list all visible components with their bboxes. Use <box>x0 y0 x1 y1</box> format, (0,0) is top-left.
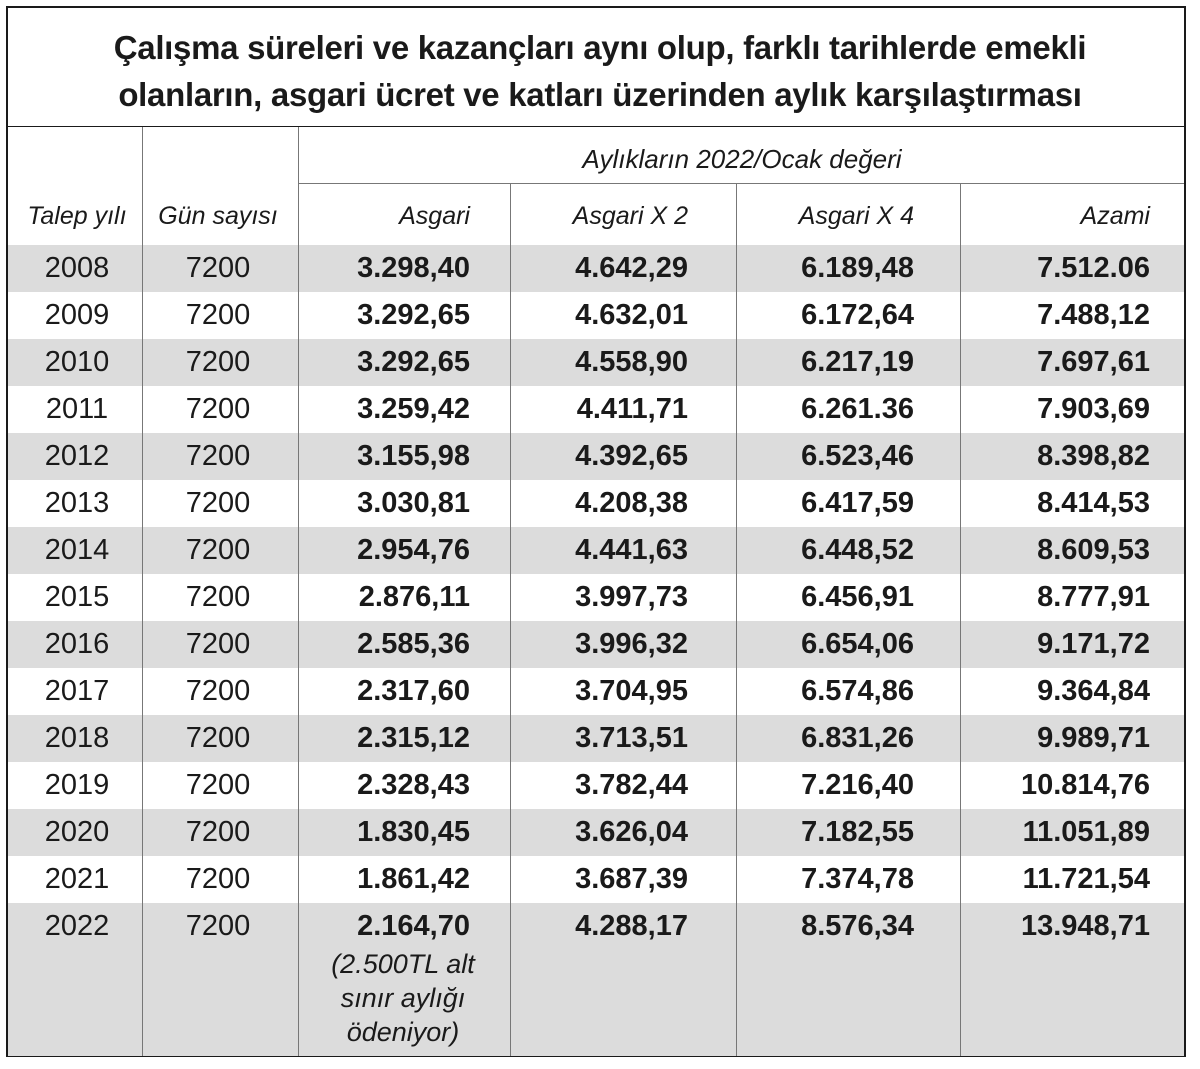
cell-asgari-x2: 3.626,04 <box>575 816 688 848</box>
cell-gun-sayisi: 7200 <box>185 675 251 707</box>
col-header-azami: Azami <box>1080 202 1150 230</box>
cell-gun-sayisi: 7200 <box>185 440 251 472</box>
page-title <box>0 24 1200 118</box>
cell-asgari-x4: 6.831,26 <box>801 722 914 754</box>
cell-azami: 8.777,91 <box>1037 581 1150 613</box>
column-divider <box>960 184 961 1056</box>
cell-asgari-x2: 4.632,01 <box>575 299 688 331</box>
table-row <box>8 245 1184 292</box>
cell-asgari-x4: 6.261.36 <box>801 393 914 425</box>
cell-gun-sayisi: 7200 <box>185 863 251 895</box>
cell-asgari-x2: 3.687,39 <box>575 863 688 895</box>
cell-azami: 11.051,89 <box>1022 816 1150 848</box>
col-header-asgari-x4: Asgari X 4 <box>798 202 914 230</box>
cell-azami: 7.512.06 <box>1037 252 1150 284</box>
cell-asgari: 2.317,60 <box>357 675 470 707</box>
cell-asgari-x2: 4.288,17 <box>575 910 688 942</box>
cell-asgari-x2: 3.704,95 <box>575 675 688 707</box>
cell-gun-sayisi: 7200 <box>185 816 251 848</box>
cell-asgari-x4: 8.576,34 <box>801 910 914 942</box>
cell-asgari-x4: 6.172,64 <box>801 299 914 331</box>
cell-gun-sayisi: 7200 <box>185 393 251 425</box>
col-header-asgari: Asgari <box>399 202 470 230</box>
cell-gun-sayisi: 7200 <box>185 910 251 942</box>
cell-asgari-x2: 3.996,32 <box>575 628 688 660</box>
cell-azami: 10.814,76 <box>1020 769 1150 801</box>
cell-asgari-x2: 4.642,29 <box>575 252 688 284</box>
title-line-2: olanların, asgari ücret ve katları üzerinden aylık karşılaştırması <box>118 76 1082 113</box>
table-row <box>8 762 1184 809</box>
table-row <box>8 809 1184 856</box>
column-divider <box>736 184 737 1056</box>
note-line: sınır aylığı <box>340 983 466 1013</box>
table-row <box>8 903 1184 1056</box>
cell-asgari-x2: 4.411,71 <box>576 393 688 425</box>
cell-talep-yili: 2019 <box>44 769 110 801</box>
table-row <box>8 292 1184 339</box>
group-header: Aylıkların 2022/Ocak değeri <box>582 144 902 174</box>
cell-asgari-x2: 4.208,38 <box>575 487 688 519</box>
cell-talep-yili: 2014 <box>44 534 110 566</box>
table-row <box>8 339 1184 386</box>
cell-talep-yili: 2012 <box>44 440 110 472</box>
cell-talep-yili: 2020 <box>44 816 110 848</box>
title-divider <box>8 126 1184 127</box>
cell-azami: 8.398,82 <box>1037 440 1150 472</box>
cell-talep-yili: 2017 <box>44 675 110 707</box>
table-row <box>8 715 1184 762</box>
cell-gun-sayisi: 7200 <box>185 769 251 801</box>
table-row <box>8 527 1184 574</box>
cell-talep-yili: 2011 <box>45 393 109 425</box>
cell-asgari-x2: 3.713,51 <box>575 722 688 754</box>
cell-asgari-x4: 6.523,46 <box>801 440 914 472</box>
table-row <box>8 621 1184 668</box>
title-line-1: Çalışma süreleri ve kazançları aynı olup, farklı tarihlerde emekli <box>113 29 1087 66</box>
column-divider <box>298 127 299 1056</box>
cell-talep-yili: 2010 <box>44 346 110 378</box>
cell-asgari-x4: 6.456,91 <box>801 581 914 613</box>
table-row <box>8 668 1184 715</box>
cell-azami: 8.609,53 <box>1037 534 1150 566</box>
cell-asgari: 2.585,36 <box>357 628 470 660</box>
cell-azami: 7.697,61 <box>1037 346 1150 378</box>
cell-gun-sayisi: 7200 <box>185 722 251 754</box>
cell-talep-yili: 2015 <box>44 581 110 613</box>
cell-asgari-x4: 6.217,19 <box>801 346 914 378</box>
col-header-talep-yili: Talep yılı <box>27 202 127 230</box>
asgari-2022-note <box>298 947 508 1049</box>
cell-azami: 11.721,54 <box>1022 863 1150 895</box>
cell-gun-sayisi: 7200 <box>185 628 251 660</box>
cell-asgari: 3.030,81 <box>357 487 470 519</box>
cell-talep-yili: 2021 <box>44 863 110 895</box>
cell-asgari: 2.164,70 <box>357 910 470 942</box>
cell-asgari: 3.292,65 <box>357 299 470 331</box>
cell-talep-yili: 2009 <box>44 299 110 331</box>
cell-azami: 9.989,71 <box>1037 722 1150 754</box>
cell-azami: 9.364,84 <box>1037 675 1150 707</box>
cell-gun-sayisi: 7200 <box>185 299 251 331</box>
cell-asgari: 2.954,76 <box>357 534 470 566</box>
cell-asgari: 1.830,45 <box>357 816 470 848</box>
col-header-asgari-x2: Asgari X 2 <box>572 202 688 230</box>
cell-asgari-x2: 4.441,63 <box>575 534 688 566</box>
cell-asgari: 2.315,12 <box>357 722 470 754</box>
cell-talep-yili: 2013 <box>44 487 110 519</box>
cell-asgari-x2: 4.558,90 <box>575 346 688 378</box>
cell-azami: 13.948,71 <box>1020 910 1150 942</box>
cell-asgari-x4: 6.417,59 <box>801 487 914 519</box>
cell-asgari-x4: 6.448,52 <box>801 534 914 566</box>
cell-asgari-x2: 3.782,44 <box>575 769 688 801</box>
column-divider <box>510 184 511 1056</box>
cell-gun-sayisi: 7200 <box>185 534 251 566</box>
cell-gun-sayisi: 7200 <box>185 346 251 378</box>
cell-asgari: 1.861,42 <box>357 863 470 895</box>
column-divider <box>142 127 143 1056</box>
cell-azami: 7.488,12 <box>1037 299 1150 331</box>
cell-gun-sayisi: 7200 <box>185 252 251 284</box>
cell-azami: 9.171,72 <box>1037 628 1150 660</box>
cell-talep-yili: 2022 <box>44 910 110 942</box>
group-header-divider <box>298 183 1184 184</box>
cell-talep-yili: 2016 <box>44 628 110 660</box>
cell-asgari-x4: 6.189,48 <box>801 252 914 284</box>
cell-azami: 7.903,69 <box>1037 393 1150 425</box>
cell-asgari-x2: 3.997,73 <box>575 581 688 613</box>
cell-asgari-x4: 6.574,86 <box>801 675 914 707</box>
cell-asgari: 2.876,11 <box>358 581 470 613</box>
cell-talep-yili: 2018 <box>44 722 110 754</box>
table-row <box>8 574 1184 621</box>
table-row <box>8 480 1184 527</box>
cell-asgari-x4: 7.182,55 <box>801 816 914 848</box>
cell-asgari: 3.298,40 <box>357 252 470 284</box>
table-row <box>8 856 1184 903</box>
cell-asgari-x4: 6.654,06 <box>801 628 914 660</box>
cell-gun-sayisi: 7200 <box>185 487 251 519</box>
table-row <box>8 386 1184 433</box>
cell-asgari: 2.328,43 <box>357 769 470 801</box>
col-header-gun-sayisi: Gün sayısı <box>158 202 278 230</box>
cell-asgari-x4: 7.216,40 <box>801 769 914 801</box>
cell-asgari: 3.155,98 <box>357 440 470 472</box>
table-row <box>8 433 1184 480</box>
cell-azami: 8.414,53 <box>1037 487 1150 519</box>
cell-asgari-x4: 7.374,78 <box>801 863 914 895</box>
note-line: ödeniyor) <box>346 1017 460 1047</box>
cell-asgari: 3.292,65 <box>357 346 470 378</box>
cell-talep-yili: 2008 <box>44 252 110 284</box>
cell-gun-sayisi: 7200 <box>185 581 251 613</box>
cell-asgari: 3.259,42 <box>357 393 470 425</box>
note-line: (2.500TL alt <box>331 949 475 979</box>
cell-asgari-x2: 4.392,65 <box>575 440 688 472</box>
